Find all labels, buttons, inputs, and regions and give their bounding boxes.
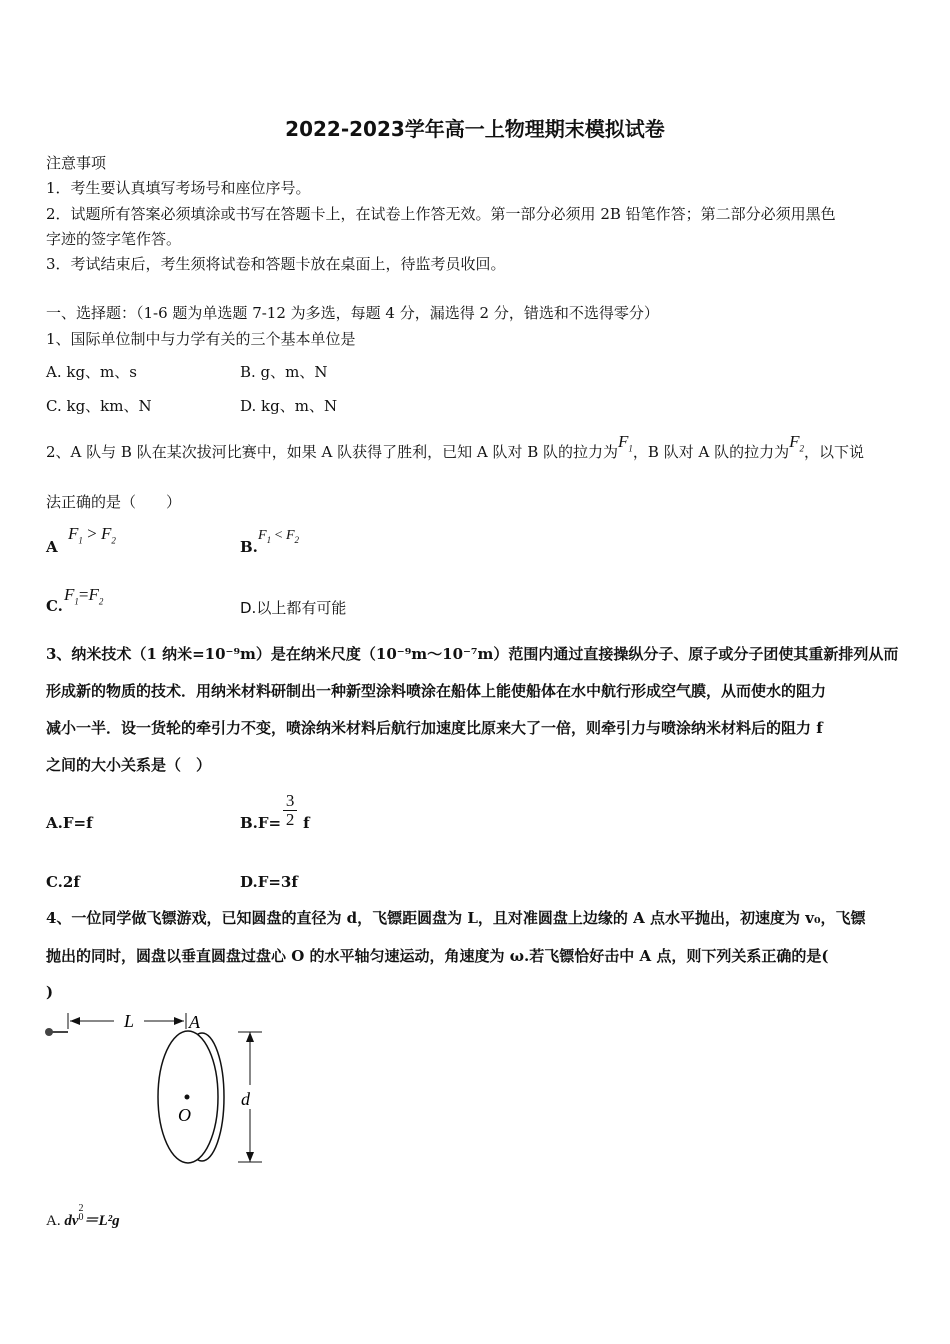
question-3-line: 减小一半．设一货轮的牵引力不变，喷涂纳米材料后航行加速度比原来大了一倍，则牵引力与喷涂纳米材料后的阻力 f (46, 719, 823, 737)
q2-option-a-label: A (46, 538, 58, 556)
question-3-line: 之间的大小关系是（ ） (46, 756, 212, 774)
question-4-line: 抛出的同时，圆盘以垂直圆盘过盘心 O 的水平轴匀速运动，角速度为 ω.若飞镖恰好击中 A 点，则下列关系正确的是( (46, 947, 829, 965)
question-2-stem-line2: 法正确的是（ ） (46, 493, 182, 511)
question-4-line: ) (46, 983, 54, 1001)
notice-item: 1．考生要认真填写考场号和座位序号。 (46, 179, 311, 197)
question-2-stem (46, 432, 864, 463)
label-d: d (241, 1089, 250, 1109)
q3-option-d: D.F=3f (240, 873, 298, 891)
q1-option-b: B. g、m、N (240, 363, 328, 381)
q4-option-a: A. dv 2 0 ＝L²g (46, 1203, 120, 1229)
notice-item: 3．考试结束后，考生须将试卷和答题卡放在桌面上，待监考员收回。 (46, 255, 506, 273)
section-heading: 一、选择题：（1-6 题为单选题 7-12 为多选，每题 4 分，漏选得 2 分，错选和不选得零分） (46, 304, 659, 322)
question-1-stem: 1、国际单位制中与力学有关的三个基本单位是 (46, 330, 356, 348)
q2-option-d: D.以上都有可能 (240, 599, 347, 617)
q2-option-a-formula: $F_1 > F_2$ (68, 524, 116, 546)
f2-symbol: $F_2$ (789, 432, 804, 454)
label-A: A (189, 1012, 200, 1032)
q3-option-c: C.2f (46, 873, 80, 891)
q1-option-a: A. kg、m、s (46, 363, 137, 381)
page-title: 2022-2023学年高一上物理期末模拟试卷 (285, 117, 665, 141)
notice-item: 2．试题所有答案必须填涂或书写在答题卡上，在试卷上作答无效。第一部分必须用 2B 铅笔作答；第二部分必须用黑色 (46, 205, 836, 223)
q2-stem-part3: ，以下说 (803, 443, 864, 461)
q2-stem-part2: ，B 队对 A 队的拉力为 (632, 443, 790, 461)
q1-option-c: C. kg、km、N (46, 397, 152, 415)
q2-option-b-label: B. (240, 538, 258, 556)
fraction-three-halves: $\frac{3}{2}$ (283, 792, 297, 829)
q2-option-c-formula: $F_1=F_2$ (64, 585, 104, 607)
notice-heading: 注意事项 (46, 154, 107, 172)
disc-center (185, 1095, 190, 1100)
q2-option-b-formula: $F_1 < F_2$ (258, 528, 300, 545)
question-3-line: 3、纳米技术（1 纳米=10⁻⁹m）是在纳米尺度（10⁻⁹m～10⁻⁷m）范围内通过直接操纵分子、原子或分子团使其重新排列从而 (46, 645, 899, 663)
q3-option-b: B.F= $\frac{3}{2}$ f (240, 791, 310, 832)
q2-option-c-label: C. (46, 597, 63, 615)
label-O: O (178, 1105, 191, 1125)
dart-disc-figure (40, 1005, 280, 1175)
q2-stem-part1: 2、A 队与 B 队在某次拔河比赛中，如果 A 队获得了胜利，已知 A 队对 B 队的拉力为 (46, 443, 619, 461)
label-L: L (124, 1011, 135, 1031)
q3-option-a: A.F=f (46, 814, 93, 832)
f1-symbol: $F_1$ (618, 432, 633, 454)
notice-item: 字迹的签字笔作答。 (46, 230, 182, 248)
q1-option-d: D. kg、m、N (240, 397, 338, 415)
question-3-line: 形成新的物质的技术．用纳米材料研制出一种新型涂料喷涂在船体上能使船体在水中航行形成空气膜，从而使水的阻力 (46, 682, 827, 700)
question-4-line: 4、一位同学做飞镖游戏，已知圆盘的直径为 d，飞镖距圆盘为 L，且对准圆盘上边缘的 A 点水平抛出，初速度为 v₀，飞镖 (46, 909, 866, 927)
